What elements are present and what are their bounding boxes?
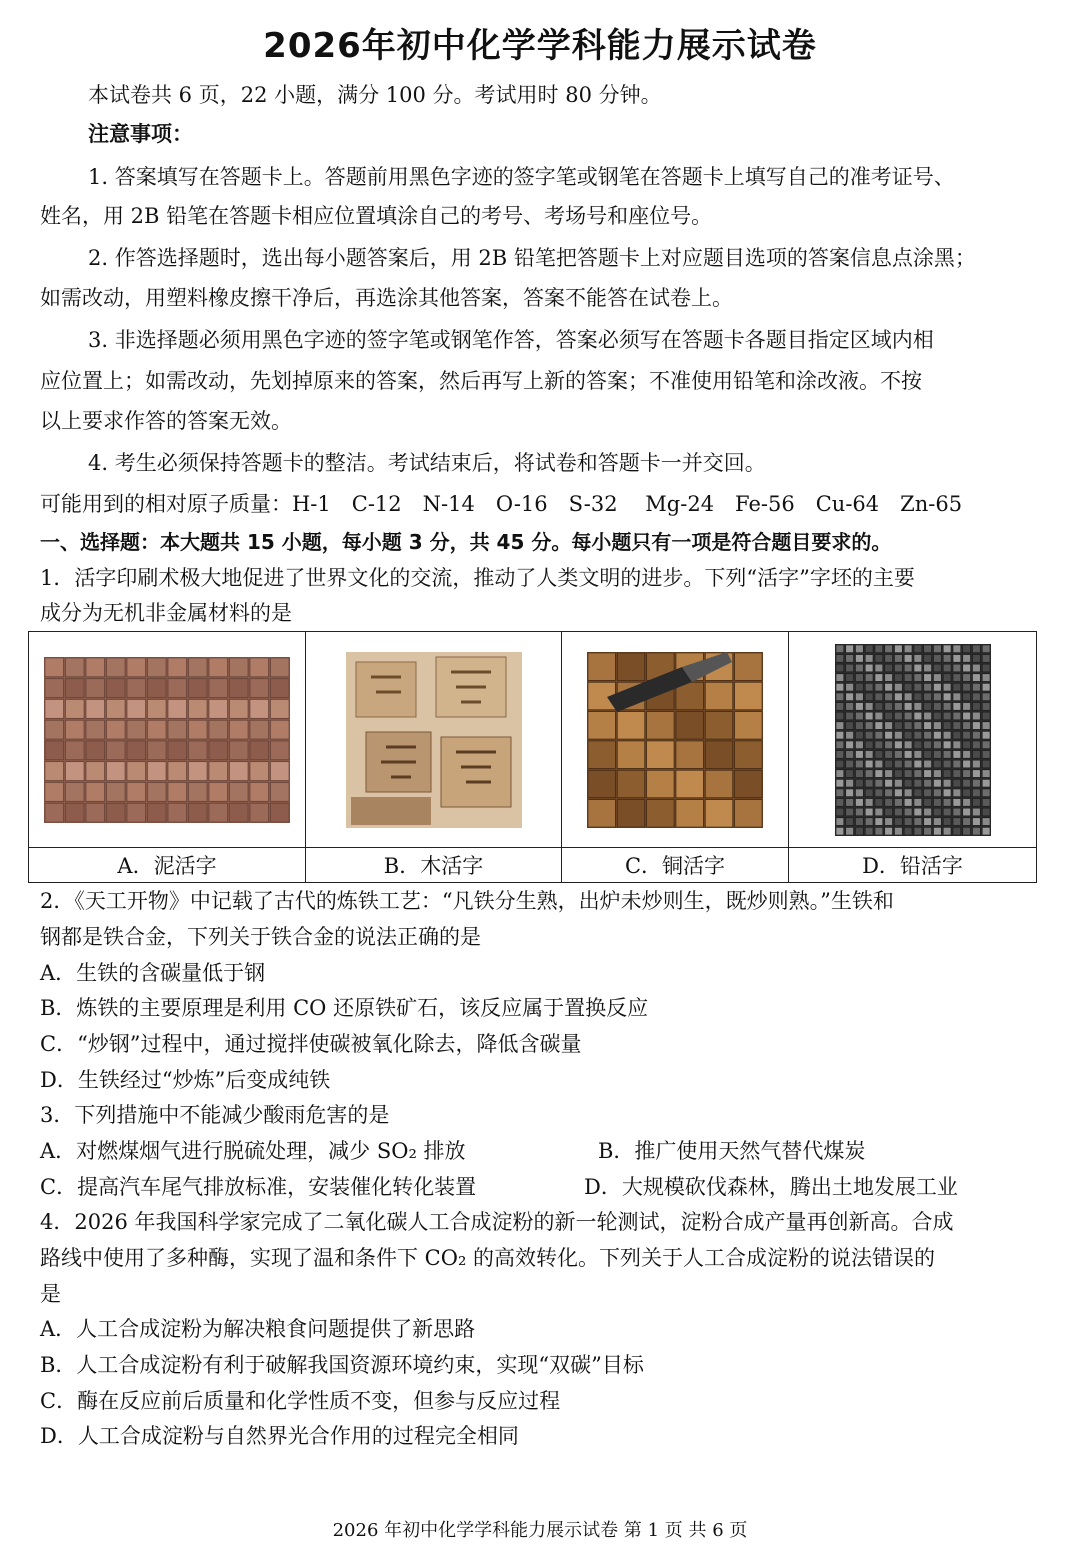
note-line: 4. 考生必须保持答题卡的整洁。考试结束后，将试卷和答题卡一并交回。 xyxy=(88,451,766,475)
question-3-option-b: B．推广使用天然气替代煤炭 xyxy=(598,1139,866,1163)
clay-type-image xyxy=(29,632,306,848)
option-b-wood: B．木活字 xyxy=(306,848,562,883)
question-4-option-a: A．人工合成淀粉为解决粮食问题提供了新思路 xyxy=(40,1317,476,1341)
page-footer: 2026 年初中化学学科能力展示试卷 第 1 页 共 6 页 xyxy=(332,1520,748,1541)
question-4-stem: 路线中使用了多种酶，实现了温和条件下 CO₂ 的高效转化。下列关于人工合成淀粉的说法错误的 xyxy=(40,1246,936,1270)
question-3-option-d: D．大规模砍伐森林，腾出土地发展工业 xyxy=(584,1175,958,1199)
question-2-stem: 2．《天工开物》中记载了古代的炼铁工艺：“凡铁分生熟，出炉未炒则生，既炒则熟。”生铁和 xyxy=(40,889,894,913)
movable-type-table xyxy=(28,631,1037,883)
section-heading: 一、选择题：本大题共 15 小题，每小题 3 分，共 45 分。每小题只有一项是符合题目要求的。 xyxy=(40,530,892,554)
question-4-stem: 4．2026 年我国科学家完成了二氧化碳人工合成淀粉的新一轮测试，淀粉合成产量再创新高。合成 xyxy=(40,1210,954,1234)
note-line: 姓名，用 2B 铅笔在答题卡相应位置填涂自己的考号、考场号和座位号。 xyxy=(40,204,713,228)
question-1-stem: 成分为无机非金属材料的是 xyxy=(40,601,292,625)
question-4-option-d: D．人工合成淀粉与自然界光合作用的过程完全相同 xyxy=(40,1424,519,1448)
intro-text: 本试卷共 6 页，22 小题，满分 100 分。考试用时 80 分钟。 xyxy=(88,83,662,107)
note-line: 1. 答案填写在答题卡上。答题前用黑色字迹的签字笔或钢笔在答题卡上填写自己的准考证号、 xyxy=(88,165,955,189)
option-c-copper: C．铜活字 xyxy=(562,848,789,883)
notes-heading: 注意事项： xyxy=(88,122,193,146)
question-2-option-a: A．生铁的含碳量低于钢 xyxy=(40,961,266,985)
note-line: 如需改动，用塑料橡皮擦干净后，再选涂其他答案，答案不能答在试卷上。 xyxy=(40,286,733,310)
note-line: 3. 非选择题必须用黑色字迹的签字笔或钢笔作答，答案必须写在答题卡各题目指定区域内相 xyxy=(88,328,934,352)
note-line: 以上要求作答的答案无效。 xyxy=(40,409,292,433)
question-4-option-c: C．酶在反应前后质量和化学性质不变，但参与反应过程 xyxy=(40,1389,561,1413)
question-3-option-c: C．提高汽车尾气排放标准，安装催化转化装置 xyxy=(40,1175,477,1199)
question-2-option-c: C．“炒钢”过程中，通过搅拌使碳被氧化除去，降低含碳量 xyxy=(40,1032,582,1056)
question-1-stem: 1．活字印刷术极大地促进了世界文化的交流，推动了人类文明的进步。下列“活字”字坯的主要 xyxy=(40,566,915,590)
question-3-option-a: A．对燃煤烟气进行脱硫处理，减少 SO₂ 排放 xyxy=(40,1139,466,1163)
copper-type-image xyxy=(562,632,789,848)
note-line: 2. 作答选择题时，选出每小题答案后，用 2B 铅笔把答题卡上对应题目选项的答案信息点涂黑； xyxy=(88,246,976,270)
question-4-stem: 是 xyxy=(40,1282,61,1306)
question-3-stem: 3．下列措施中不能减少酸雨危害的是 xyxy=(40,1103,390,1127)
lead-type-image xyxy=(789,632,1037,848)
note-line: 应位置上；如需改动，先划掉原来的答案，然后再写上新的答案；不准使用铅笔和涂改液。不按 xyxy=(40,369,922,393)
atomic-masses: 可能用到的相对原子质量：H-1 C-12 N-14 O-16 S-32 Mg-24 Fe-56 Cu-64 Zn-65 xyxy=(40,492,963,516)
option-a-clay: A．泥活字 xyxy=(29,848,306,883)
page-title: 2026年初中化学学科能力展示试卷 xyxy=(263,26,817,66)
question-2-option-b: B．炼铁的主要原理是利用 CO 还原铁矿石，该反应属于置换反应 xyxy=(40,996,649,1020)
question-2-option-d: D．生铁经过“炒炼”后变成纯铁 xyxy=(40,1068,331,1092)
question-2-stem: 钢都是铁合金，下列关于铁合金的说法正确的是 xyxy=(40,925,481,949)
option-d-lead: D．铅活字 xyxy=(789,848,1037,883)
wood-type-image xyxy=(306,632,562,848)
question-4-option-b: B．人工合成淀粉有利于破解我国资源环境约束，实现“双碳”目标 xyxy=(40,1353,644,1377)
